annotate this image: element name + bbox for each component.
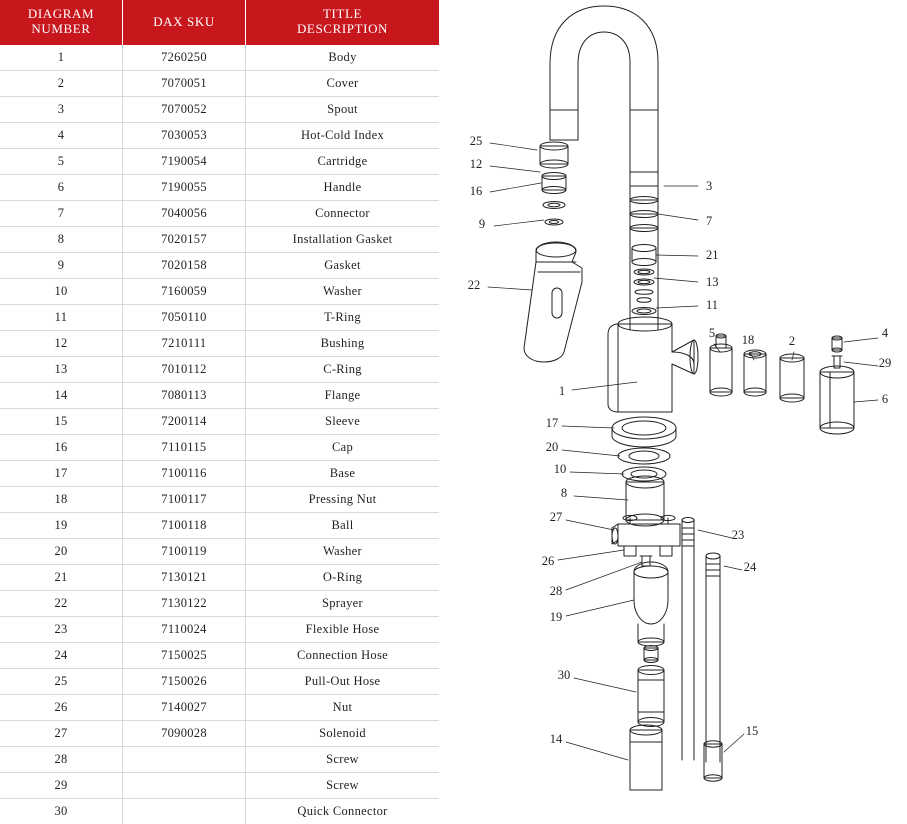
table-row: [0, 565, 439, 591]
cell-diagram-number: 1: [0, 45, 123, 71]
callout-10: 10: [554, 462, 567, 476]
cell-diagram-number: 13: [0, 357, 123, 383]
cell-diagram-number: 29: [0, 773, 123, 799]
column-header-title-description: [246, 0, 440, 45]
part-nut: [612, 524, 618, 544]
column-header-diagram-number-line2: NUMBER: [31, 21, 90, 36]
cell-diagram-number: 11: [0, 305, 123, 331]
cell-diagram-number: 16: [0, 435, 123, 461]
part-cartridge: [710, 334, 732, 396]
callout-14: 14: [550, 732, 563, 746]
cell-dax-sku: 7110115: [123, 435, 246, 461]
cell-dax-sku: 7040056: [123, 201, 246, 227]
part-pressing-nut: [744, 350, 766, 396]
cell-diagram-number: 3: [0, 97, 123, 123]
part-connection-hose: [706, 553, 720, 762]
callout-3: 3: [706, 179, 712, 193]
cell-title-description: Quick Connector: [246, 799, 440, 824]
cell-title-description: Installation Gasket: [246, 227, 440, 253]
cell-dax-sku: 7190054: [123, 149, 246, 175]
cell-dax-sku: 7260250: [123, 45, 246, 71]
table-row: [0, 227, 439, 253]
cell-diagram-number: 6: [0, 175, 123, 201]
cell-title-description: Base: [246, 461, 440, 487]
cell-title-description: Connection Hose: [246, 643, 440, 669]
cell-dax-sku: 7050110: [123, 305, 246, 331]
table-row: [0, 383, 439, 409]
part-flange: [630, 725, 662, 790]
cell-dax-sku: 7150025: [123, 643, 246, 669]
table-row: [0, 721, 439, 747]
part-sprayer: [524, 242, 582, 362]
table-row: [0, 409, 439, 435]
callout-28: 28: [550, 584, 563, 598]
column-header-dax-sku: [123, 0, 246, 45]
cell-diagram-number: 26: [0, 695, 123, 721]
callout-5: 5: [709, 326, 715, 340]
table-row: [0, 539, 439, 565]
table-row: [0, 123, 439, 149]
parts-table: [0, 0, 439, 824]
cell-dax-sku: 7090028: [123, 721, 246, 747]
cell-title-description: C-Ring: [246, 357, 440, 383]
cell-title-description: Screw: [246, 747, 440, 773]
part-body: [608, 317, 698, 412]
table-row: [0, 71, 439, 97]
part-quick-connector: [638, 666, 664, 727]
table-row: [0, 357, 439, 383]
cell-title-description: O-Ring: [246, 565, 440, 591]
column-header-diagram-number-line1: DIAGRAM: [28, 6, 94, 21]
cell-diagram-number: 14: [0, 383, 123, 409]
callout-13: 13: [706, 275, 719, 289]
part-washer-20: [618, 448, 670, 464]
table-body: [0, 45, 439, 824]
cell-diagram-number: 15: [0, 409, 123, 435]
table-row: [0, 175, 439, 201]
callout-24: 24: [744, 560, 757, 574]
cell-diagram-number: 30: [0, 799, 123, 824]
cell-diagram-number: 21: [0, 565, 123, 591]
table-row: [0, 149, 439, 175]
table-header: [0, 0, 439, 45]
callout-17: 17: [546, 416, 559, 430]
cell-title-description: Nut: [246, 695, 440, 721]
cell-title-description: Cartridge: [246, 149, 440, 175]
cell-title-description: Body: [246, 45, 440, 71]
cell-dax-sku: [123, 799, 246, 824]
table-row: [0, 45, 439, 71]
cell-diagram-number: 5: [0, 149, 123, 175]
cell-title-description: Sprayer: [246, 591, 440, 617]
cell-dax-sku: 7100117: [123, 487, 246, 513]
cell-dax-sku: [123, 773, 246, 799]
cell-dax-sku: 7070052: [123, 97, 246, 123]
part-pull-out-hose-end: [540, 142, 568, 168]
cell-diagram-number: 22: [0, 591, 123, 617]
cell-diagram-number: 27: [0, 721, 123, 747]
column-header-diagram-number: [0, 0, 123, 45]
part-base: [612, 417, 676, 447]
callout-23: 23: [732, 528, 745, 542]
cell-diagram-number: 24: [0, 643, 123, 669]
part-installation-gasket: [626, 476, 664, 526]
cell-title-description: Flexible Hose: [246, 617, 440, 643]
cell-title-description: Spout: [246, 97, 440, 123]
table-row: [0, 773, 439, 799]
table-row: [0, 331, 439, 357]
part-solenoid: [618, 515, 680, 556]
cell-title-description: Screw: [246, 773, 440, 799]
part-screw-28: [640, 556, 652, 566]
cell-title-description: Washer: [246, 539, 440, 565]
cell-title-description: Pressing Nut: [246, 487, 440, 513]
table-header-row: [0, 0, 439, 45]
table-row: [0, 747, 439, 773]
table-row: [0, 97, 439, 123]
part-flexible-hose: [682, 518, 694, 761]
cell-diagram-number: 8: [0, 227, 123, 253]
cell-dax-sku: 7150026: [123, 669, 246, 695]
part-ball: [634, 562, 668, 663]
part-hot-cold-index: [832, 336, 842, 352]
cell-dax-sku: 7100119: [123, 539, 246, 565]
callout-labels: [468, 134, 892, 746]
cell-diagram-number: 25: [0, 669, 123, 695]
cell-dax-sku: [123, 747, 246, 773]
callout-4: 4: [882, 326, 889, 340]
cell-dax-sku: 7200114: [123, 409, 246, 435]
callout-18: 18: [742, 333, 755, 347]
callout-15: 15: [746, 724, 759, 738]
column-header-title-description-line2: DESCRIPTION: [297, 21, 388, 36]
cell-diagram-number: 19: [0, 513, 123, 539]
cell-title-description: Cap: [246, 435, 440, 461]
callout-26: 26: [542, 554, 555, 568]
table-row: [0, 461, 439, 487]
cell-diagram-number: 18: [0, 487, 123, 513]
table-row: [0, 617, 439, 643]
table-row: [0, 305, 439, 331]
table-row: [0, 643, 439, 669]
cell-dax-sku: 7160059: [123, 279, 246, 305]
cell-title-description: Bushing: [246, 331, 440, 357]
cell-title-description: Handle: [246, 175, 440, 201]
callout-9: 9: [479, 217, 485, 231]
cell-dax-sku: 7020157: [123, 227, 246, 253]
cell-diagram-number: 4: [0, 123, 123, 149]
part-c-ring: [635, 290, 653, 303]
table-row: [0, 695, 439, 721]
callout-2: 2: [789, 334, 795, 348]
part-handle: [820, 366, 854, 434]
callout-21: 21: [706, 248, 719, 262]
part-cover: [780, 354, 804, 402]
cell-title-description: Pull-Out Hose: [246, 669, 440, 695]
table-row: [0, 513, 439, 539]
cell-title-description: Hot-Cold Index: [246, 123, 440, 149]
cell-title-description: Sleeve: [246, 409, 440, 435]
cell-dax-sku: 7140027: [123, 695, 246, 721]
cell-dax-sku: 7010112: [123, 357, 246, 383]
callout-7: 7: [706, 214, 712, 228]
callout-1: 1: [559, 384, 565, 398]
cell-diagram-number: 12: [0, 331, 123, 357]
cell-title-description: Solenoid: [246, 721, 440, 747]
cell-title-description: Gasket: [246, 253, 440, 279]
table-row: [0, 669, 439, 695]
cell-title-description: Ball: [246, 513, 440, 539]
table-row: [0, 201, 439, 227]
part-t-ring: [632, 308, 656, 315]
cell-title-description: Connector: [246, 201, 440, 227]
cell-diagram-number: 9: [0, 253, 123, 279]
cell-dax-sku: 7100116: [123, 461, 246, 487]
cell-diagram-number: 17: [0, 461, 123, 487]
cell-dax-sku: 7190055: [123, 175, 246, 201]
table-row: [0, 799, 439, 824]
callout-11: 11: [706, 298, 718, 312]
part-sleeve: [704, 741, 722, 781]
exploded-diagram-svg: [432, 0, 907, 798]
callout-27: 27: [550, 510, 563, 524]
cell-diagram-number: 28: [0, 747, 123, 773]
callout-12: 12: [470, 157, 483, 171]
cell-diagram-number: 23: [0, 617, 123, 643]
part-spout: [550, 6, 658, 330]
part-cap: [543, 202, 565, 209]
exploded-diagram: [432, 0, 907, 798]
cell-diagram-number: 7: [0, 201, 123, 227]
callout-19: 19: [550, 610, 563, 624]
part-o-ring: [634, 269, 654, 285]
cell-diagram-number: 10: [0, 279, 123, 305]
table-row: [0, 435, 439, 461]
cell-dax-sku: 7030053: [123, 123, 246, 149]
part-gasket: [545, 219, 563, 225]
part-connector: [632, 245, 656, 266]
column-header-dax-sku-line1: DAX SKU: [153, 14, 215, 29]
callout-16: 16: [470, 184, 483, 198]
cell-dax-sku: 7130121: [123, 565, 246, 591]
callout-20: 20: [546, 440, 559, 454]
table-row: [0, 279, 439, 305]
cell-dax-sku: 7100118: [123, 513, 246, 539]
callout-22: 22: [468, 278, 481, 292]
column-header-title-description-line1: TITLE: [323, 6, 362, 21]
callout-30: 30: [558, 668, 571, 682]
cell-dax-sku: 7210111: [123, 331, 246, 357]
part-bushing: [542, 173, 566, 194]
cell-dax-sku: 7130122: [123, 591, 246, 617]
table-row: [0, 487, 439, 513]
cell-dax-sku: 7080113: [123, 383, 246, 409]
cell-diagram-number: 2: [0, 71, 123, 97]
callout-29: 29: [879, 356, 892, 370]
cell-diagram-number: 20: [0, 539, 123, 565]
cell-dax-sku: 7070051: [123, 71, 246, 97]
cell-title-description: T-Ring: [246, 305, 440, 331]
table-row: [0, 591, 439, 617]
cell-title-description: Flange: [246, 383, 440, 409]
cell-title-description: Cover: [246, 71, 440, 97]
callout-6: 6: [882, 392, 888, 406]
callout-8: 8: [561, 486, 567, 500]
callout-25: 25: [470, 134, 483, 148]
cell-title-description: Washer: [246, 279, 440, 305]
table-row: [0, 253, 439, 279]
cell-dax-sku: 7110024: [123, 617, 246, 643]
cell-dax-sku: 7020158: [123, 253, 246, 279]
